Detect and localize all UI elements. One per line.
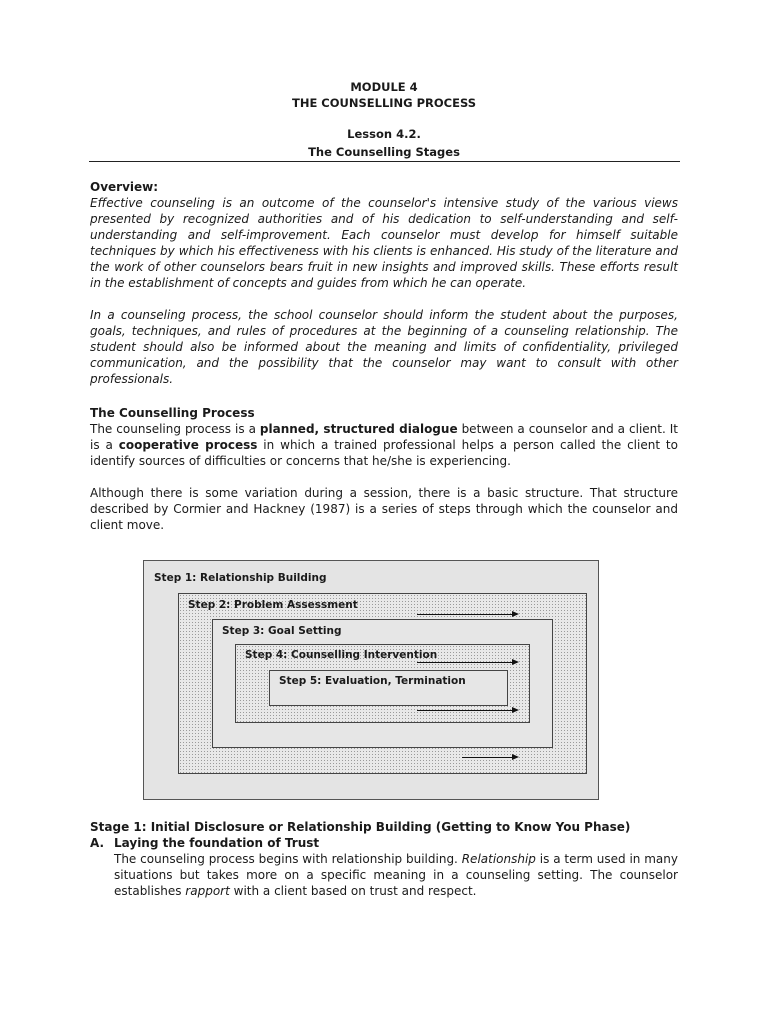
- step-4-label: Step 4: Counselling Intervention: [245, 649, 438, 661]
- counselling-steps-diagram: [143, 560, 599, 800]
- process-paragraph-2: Although there is some variation during a session, there is a basic structure. That structure described by Cormier and Hackney (1987) is a series of steps through which the counselor and client move.: [90, 486, 678, 532]
- step-5-label: Step 5: Evaluation, Termination: [279, 675, 466, 687]
- overview-paragraph-2: In a counseling process, the school counselor should inform the student about the purposes, goals, techniques, and rules of procedures at the beginning of a counseling relationship. The student should also be informed about the meaning and limits of confidentiality, privileged communication, and the possibility that the counselor may want to consult with other professionals.: [90, 308, 678, 386]
- header-divider: [89, 161, 680, 162]
- process-paragraph-1: [90, 421, 678, 469]
- overview-paragraph-1: Effective counseling is an outcome of the counselor's intensive study of the various views presented by recognized authorities and of his dedication to self-understanding and self-understanding and self-improvement. Each counselor must develop for himself suitable techniques by which his effectiveness with his clients is enhanced. His study of the literature and the work of other counselors bears fruit in new insights and improved skills. These efforts result in the establishment of concepts and guides from which he can operate.: [90, 196, 678, 290]
- arrow-right-icon: [417, 710, 517, 711]
- list-marker: A.: [90, 836, 105, 850]
- module-title: THE COUNSELLING PROCESS: [291, 96, 477, 110]
- arrow-right-icon: [417, 614, 517, 615]
- step-2-label: Step 2: Problem Assessment: [188, 599, 358, 611]
- stage-1-section: [90, 819, 678, 899]
- step-1-label: Step 1: Relationship Building: [154, 572, 327, 584]
- bold-text: cooperative process: [118, 438, 258, 452]
- text: between a counselor and a client. It is a: [90, 422, 678, 452]
- overview-heading: Overview:: [90, 180, 159, 194]
- text: The counseling process is a: [90, 422, 260, 436]
- text: with a client based on trust and respect.: [229, 884, 477, 898]
- process-section: [90, 405, 678, 533]
- step-3-label: Step 3: Goal Setting: [222, 625, 342, 637]
- text: The counseling process begins with relationship building.: [114, 852, 462, 866]
- stage-1-paragraph: [114, 851, 678, 899]
- stage-1-heading: Stage 1: Initial Disclosure or Relationship Building (Getting to Know You Phase): [90, 820, 631, 834]
- process-heading: The Counselling Process: [90, 406, 255, 420]
- overview-section: [90, 179, 678, 387]
- subheading-text: Laying the foundation of Trust: [114, 836, 320, 850]
- step-5-box: [269, 670, 508, 706]
- bold-text: planned, structured dialogue: [259, 422, 458, 436]
- module-number: MODULE 4: [350, 80, 418, 94]
- italic-text: rapport: [185, 884, 230, 898]
- arrow-right-icon: [462, 757, 517, 758]
- text: is a term used in many situations but takes more on a specific meaning in a counseling setting. The counselor establishes: [114, 852, 678, 898]
- arrow-right-icon: [417, 662, 517, 663]
- lesson-title: The Counselling Stages: [308, 145, 460, 159]
- text: in which a trained professional helps a person called the client to identify sources of difficulties or concerns that he/she is experiencing.: [90, 438, 678, 468]
- stage-1-subheading: [90, 835, 678, 851]
- lesson-number: Lesson 4.2.: [347, 127, 421, 141]
- italic-text: Relationship: [461, 852, 536, 866]
